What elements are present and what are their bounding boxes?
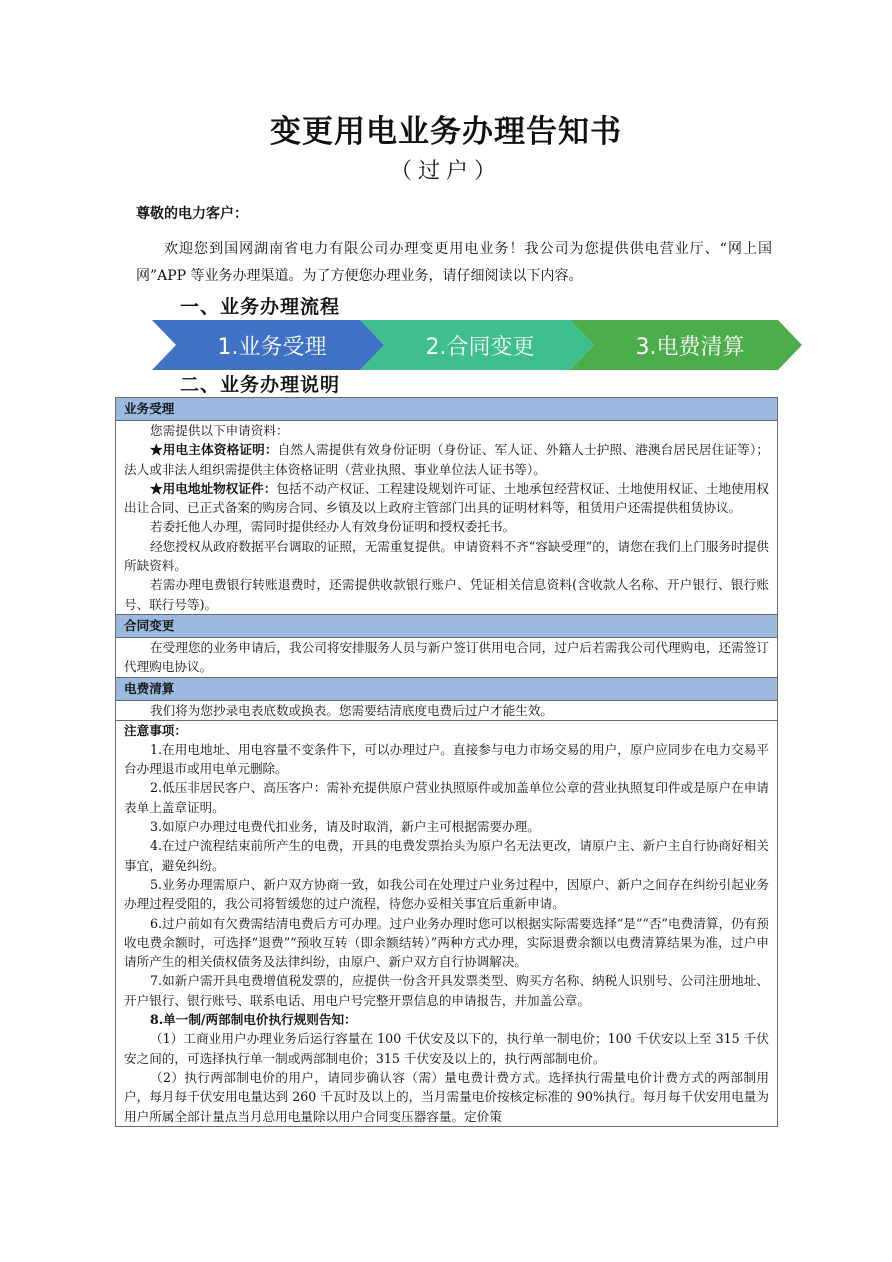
acceptance-header: 业务受理 [116, 398, 778, 421]
item-1-label: ★用电主体资格证明： [150, 442, 278, 458]
item-2-label: ★用电地址物权证件： [150, 480, 277, 496]
note-item-3: 3.如原户办理过电费代扣业务，请及时取消，新户主可根据需要办理。 [150, 819, 540, 835]
table-row [116, 720, 778, 1126]
acceptance-item-1 [124, 440, 769, 479]
note-item-4: 4.在过户流程结束前所产生的电费，开具的电费发票抬头为原户名无法更改，请原户主、新户主自行协商好相关事宜，避免纠纷。 [124, 838, 769, 873]
note-item-1: 1.在用电地址、用电容量不变条件下，可以办理过户。直接参与电力市场交易的用户，原户应同步在电力交易平台办理退市或用电单元删除。 [124, 741, 769, 777]
acceptance-p5: 若需办理电费银行转账退费时，还需提供收款银行账户、凭证相关信息资料(含收款人名称、开户银行、银行账号、联行号等)。 [124, 577, 769, 612]
document-title: 变更用电业务办理告知书 [270, 114, 622, 150]
acceptance-content [116, 421, 778, 615]
contract-content [116, 637, 778, 677]
acceptance-p4: 经您授权从政府数据平台调取的证照，无需重复提供。申请资料不齐“容缺受理”的，请您在我们上门服务时提供所缺资料。 [124, 538, 769, 574]
document-subtitle: （过户） [389, 159, 502, 184]
acceptance-item-2 [124, 479, 769, 518]
section-process-heading: 一、业务办理流程 [180, 296, 341, 318]
billing-header: 电费清算 [116, 677, 778, 700]
billing-content [116, 700, 778, 720]
table-row [116, 637, 778, 677]
table-row [116, 614, 778, 637]
item-1-text: 自然人需提供有效身份证明（身份证、军人证、外籍人士护照、港澳台居民居住证等）；法人或非法人组织需提供主体资格证明（营业执照、事业单位法人证书等）。 [124, 442, 770, 477]
note-item-8-p2: （2）执行两部制电价的用户，请同步确认容（需）量电费计费方式。选择执行需量电价计费方式的两部制用户，每月每千伏安用电量达到 260 千瓦时及以上的，当月需量电价按核定标准的 90%执行。每月每千伏安用电量为用户所属全部计量点当月总用电量除以用户合同变压器容量。定价策 [124, 1069, 769, 1124]
intro-paragraph: 欢迎您到国网湖南省电力有限公司办理变更用电业务！我公司为您提供供电营业厅、“网上国网”APP 等业务办理渠道。为了方便您办理业务，请仔细阅读以下内容。 [136, 241, 772, 284]
note-item-5: 5.业务办理需原户、新户双方协商一致，如我公司在处理过户业务过程中，因原户、新户之间存在纠纷引起业务办理过程受阻的，我公司将暂缓您的过户流程，待您办妥相关事宜后重新申请。 [124, 876, 769, 912]
contract-text: 在受理您的业务申请后，我公司将安排服务人员与新户签订供用电合同，过户后若需我公司代理购电，还需签订代理购电协议。 [124, 639, 769, 675]
table-row [116, 398, 778, 421]
notes-title: 注意事项： [124, 722, 187, 738]
note-item-2: 2.低压非居民客户、高压客户：需补充提供原户营业执照原件或加盖单位公章的营业执照复印件或是原户在申请表单上盖章证明。 [124, 780, 769, 815]
info-table [115, 397, 778, 1127]
step-1-label: 1.业务受理 [217, 335, 327, 360]
billing-text: 我们将为您抄录电表底数或换表。您需要结清底度电费后过户才能生效。 [150, 702, 553, 718]
greeting: 尊敬的电力客户： [136, 206, 248, 222]
process-flow [152, 320, 802, 370]
note-item-7: 7.如新户需开具电费增值税发票的，应提供一份含开具发票类型、购买方名称、纳税人识别号、公司注册地址、开户银行、银行账号、联系电话、用电户号完整开票信息的申请报告，并加盖公章。 [124, 973, 769, 1008]
contract-header: 合同变更 [116, 614, 778, 637]
step-2-label: 2.合同变更 [425, 335, 535, 360]
acceptance-intro: 您需提供以下申请资料： [150, 423, 289, 438]
table-row [116, 700, 778, 720]
section-explanation-heading: 二、业务办理说明 [180, 374, 341, 396]
note-item-8-p1: （1）工商业用户办理业务后运行容量在 100 千伏安及以下的，执行单一制电价；100 千伏安以上至 315 千伏安之间的，可选择执行单一制或两部制电价；315 千伏安及以上的，执行两部制电价。 [124, 1031, 769, 1066]
item-2-text: 包括不动产权证、工程建设规划许可证、土地承包经营权证、土地使用权证、土地使用权出让合同、已正式备案的购房合同、乡镇及以上政府主管部门出具的证明材料等，租赁用户还需提供租赁协议。 [124, 480, 770, 516]
acceptance-p3: 若委托他人办理，需同时提供经办人有效身份证明和授权委托书。 [150, 519, 516, 535]
table-row [116, 421, 778, 615]
note-item-6: 6.过户前如有欠费需结清电费后方可办理。过户业务办理时您可以根据实际需要选择“是”“否”电费清算，仍有预收电费余额时，可选择“退费”“预收互转（即余额结转）”两种方式办理，实际退费余额以电费清算结果为准，过户申请所产生的相关债权债务及法律纠纷，由原户、新户双方自行协调解决。 [124, 915, 769, 970]
step-3-label: 3.电费清算 [635, 335, 745, 360]
table-row [116, 677, 778, 700]
notes-content [116, 720, 778, 1126]
note-item-8-title: 8.单一制/两部制电价执行规则告知： [150, 1012, 357, 1028]
